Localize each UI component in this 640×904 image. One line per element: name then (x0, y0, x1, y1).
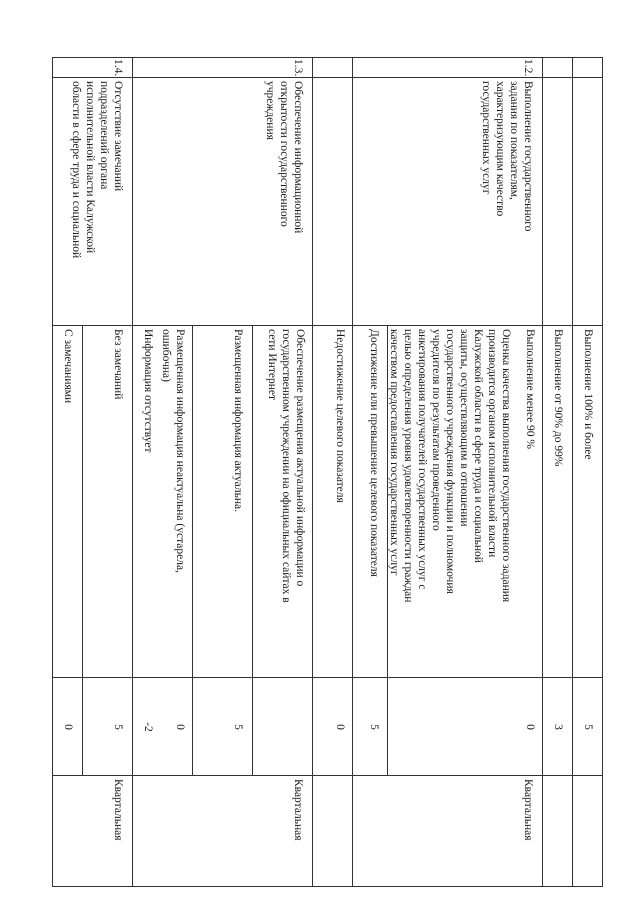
score-value: 0 (174, 724, 186, 730)
period: Квартальная (112, 779, 124, 841)
score-value: 0 (334, 724, 346, 730)
criterion-text: Без замечаний (112, 329, 124, 400)
criterion-text: Информация отсутствует (142, 329, 154, 453)
score-value: 5 (232, 724, 244, 730)
period: Квартальная (292, 779, 304, 841)
row-divider (542, 57, 543, 887)
col-divider (53, 325, 603, 326)
table-border-bottom (52, 57, 53, 887)
score-value: -2 (142, 722, 154, 732)
criterion-text: Выполнение менее 90 % (524, 329, 536, 450)
indicator-name: Обеспечение информационной открытости государственного учреждения (264, 81, 304, 234)
row-divider (312, 57, 313, 887)
col-divider (53, 57, 603, 58)
score-value: 5 (582, 724, 594, 730)
score-value: 0 (524, 724, 536, 730)
criterion-text: Выполнение от 90% до 99% (552, 329, 564, 467)
row-number: 1.2. (522, 59, 534, 77)
criterion-text: Размещенная информация неактуальна (устарела, ошибочна) (160, 329, 186, 573)
criterion-text: С замечаниями (62, 329, 74, 404)
row-divider (132, 57, 133, 887)
row-number: 1.4. (112, 59, 124, 77)
score-value: 5 (368, 724, 380, 730)
col-divider (53, 677, 603, 678)
subrow-divider (252, 325, 253, 775)
score-value: 5 (112, 724, 124, 730)
criterion-text: Оценка качества выполнения государственного задания производится органом исполнительной власти Калужской области в сфере труда и социальной защиты, осуществляющим в отношении государственного учреждения функции и полномочия учредителя по результатам проведенного анкетирования получателей государственных услуг с целью определения уровня удовлетворенности граждан качеством предоставления государственных услуг (388, 329, 512, 603)
col-divider (53, 77, 603, 78)
subrow-divider (192, 325, 193, 775)
row-divider (352, 57, 353, 887)
criterion-text: Недостижение целевого показателя (334, 329, 346, 503)
row-number: 1.3. (292, 59, 304, 77)
table-border-top (602, 57, 603, 887)
criterion-text: Выполнение 100% и более (582, 329, 594, 460)
col-divider (53, 775, 603, 776)
subrow-divider (82, 325, 83, 775)
indicator-name: Выполнение государственного задания по показателям, характеризующим качество государственных услуг (480, 81, 534, 232)
criterion-text: Обеспечение размещения актуальной информации о государственном учреждении на официальных сайтах в сети Интернет (266, 329, 306, 603)
subrow-divider (572, 325, 573, 775)
criterion-text: Достижение или превышение целевого показателя (368, 329, 380, 577)
indicator-name: Отсутствие замечаний подразделений органа исполнительной власти Калужской области в сфере труда и социальной (70, 81, 124, 259)
period: Квартальная (522, 779, 534, 841)
criterion-text: Размещенная информация актуальна. (232, 329, 244, 512)
score-value: 3 (552, 724, 564, 730)
rotated-table-sheet (53, 57, 603, 887)
score-value: 0 (62, 724, 74, 730)
col-divider (53, 886, 603, 887)
